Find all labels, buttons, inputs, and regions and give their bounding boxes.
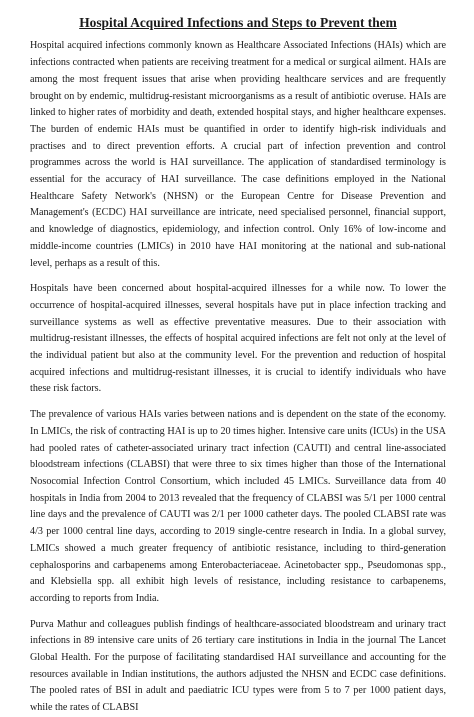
paragraph-introduction: Hospital acquired infections commonly known as Healthcare Associated Infections (HAIs) which are infections contracted when patients are receiving treatment for a medical or surgical ailment. HAIs are among the most frequent issues that arise when providing healthcare services and are frequently brought on by endemic, multidrug-resistant microorganisms as a result of antibiotic overuse. HAIs are linked to higher rates of morbidity and death, extended hospital stays, and higher healthcare expenses. The burden of endemic HAIs must be quantified in order to identify high-risk individuals and practises and to direct prevention efforts. A crucial part of infection prevention and control programmes across the world is HAI surveillance. The application of standardised terminology is essential for the accuracy of HAI surveillance. The case definitions employed in the National Healthcare Safety Network's (NHSN) or the European Centre for Disease Prevention and Management's (ECDC) HAI surveillance are intricate, need specialised personnel, financial support, and knowledge of diagnostics, epidemiology, and infection control. Only 16% of low-income and middle-income countries (LMICs) in 2010 have HAI monitoring at the national and sub-national level, perhaps as a result of this. <box>30 40 446 269</box>
document-title: Hospital Acquired Infections and Steps to Prevent them <box>79 15 397 30</box>
paragraph-hospital-concern: Hospitals have been concerned about hospital-acquired illnesses for a while now. To lower the occurrence of hospital-acquired illnesses, several hospitals have put in place infection tracking and surveillance systems as well as effective preventative measures. Due to their association with multidrug-resistant illnesses, the effects of hospital acquired infections are felt not only at the level of the individual patient but also at the community level. For the prevention and reduction of hospital acquired infections and multidrug-resistant illnesses, it is crucial to identify individuals who have these risk factors. <box>30 283 446 395</box>
paragraph-prevalence: The prevalence of various HAIs varies between nations and is dependent on the state of the economy. In LMICs, the risk of contracting HAI is up to 20 times higher. Intensive care units (ICUs) in the USA had pooled rates of catheter-associated urinary tract infection (CAUTI) and central line-associated bloodstream infections (CLABSI) that were three to six times higher than those of the International Nosocomial Infection Control Consortium, which included 45 LMICs. Surveillance data from 40 hospitals in India from 2004 to 2013 revealed that the frequency of CLABSI was 5/1 per 1000 central line days and the prevalence of CAUTI was 2/1 per 1000 catheter days. The pooled CLABSI rate was 4/3 per 1000 central line days, according to 2019 single-centre research in India. In a global survey, LMICs showed a much greater frequency of antibiotic resistance, including to third-generation cephalosporins and carbapenems among Enterobacteriaceae. Acinetobacter spp., Pseudomonas spp., and Klebsiella spp. all exhibit high levels of resistance, including resistance to carbapenems, according to reports from India. <box>30 409 446 604</box>
paragraph-mathur-study: Purva Mathur and colleagues publish findings of healthcare-associated bloodstream and urinary tract infections in 89 intensive care units of 26 tertiary care institutions in India in the journal The Lancet Global Health. For the purpose of facilitating standardised HAI surveillance and accounting for the resources available in Indian institutions, the authors adjusted the NHSN and ECDC case definitions. The pooled rates of BSI in adult and paediatric ICU types were from 5 to 7 per 1000 patient days, while the rates of CLABSI <box>30 618 446 714</box>
